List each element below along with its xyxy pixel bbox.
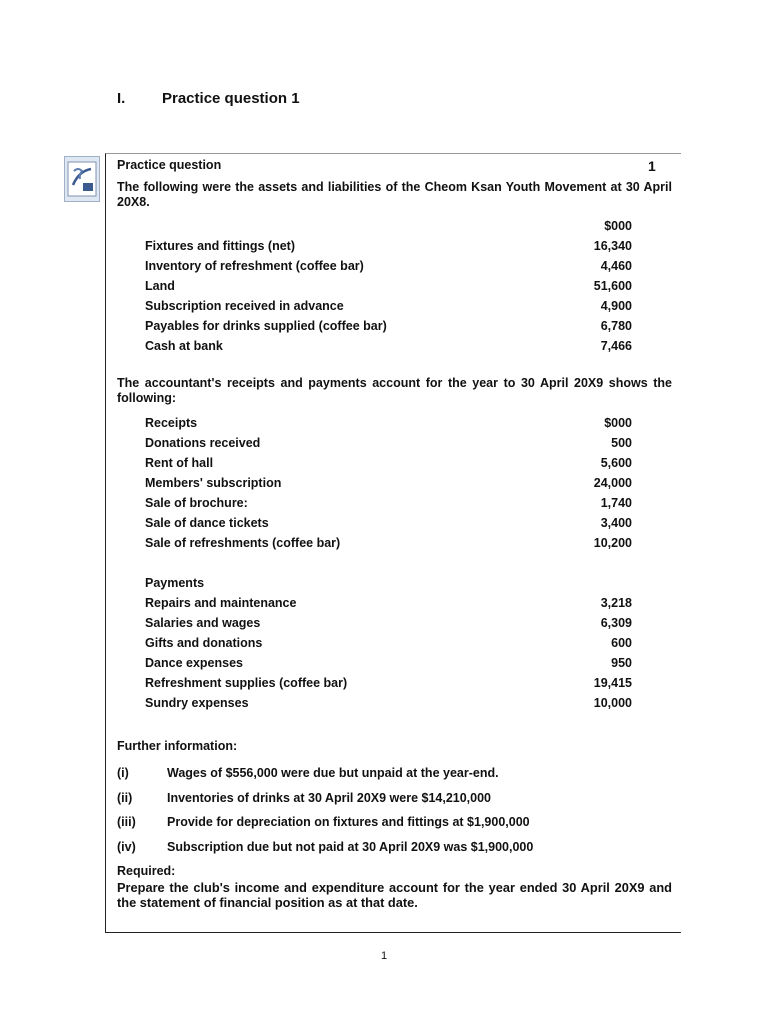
note-number: (iii) xyxy=(117,815,136,829)
list-item-label: Subscription received in advance xyxy=(145,299,344,313)
list-item-value: 1,740 xyxy=(600,496,632,510)
list-item-label: Land xyxy=(145,279,175,293)
list-item-value: 51,600 xyxy=(593,279,632,293)
note-text: Wages of $556,000 were due but unpaid at the year-end. xyxy=(167,766,499,780)
list-item-value: 6,780 xyxy=(600,319,632,333)
page-number: 1 xyxy=(380,950,388,962)
box-number: 1 xyxy=(648,158,656,174)
list-item-label: Sale of refreshments (coffee bar) xyxy=(145,536,341,550)
list-item-value: 10,200 xyxy=(593,536,632,550)
list-item-label: Cash at bank xyxy=(145,339,223,353)
further-info-heading: Further information: xyxy=(117,739,238,753)
list-item-label: Refreshment supplies (coffee bar) xyxy=(145,676,348,690)
list-item-label: Payables for drinks supplied (coffee bar) xyxy=(145,319,387,333)
section-title: Practice question 1 xyxy=(162,90,300,107)
list-item-value: 19,415 xyxy=(593,676,632,690)
box-label: Practice question xyxy=(117,158,222,172)
list-item-label: Sale of brochure: xyxy=(145,496,248,510)
section-number: I. xyxy=(117,90,126,107)
note-number: (i) xyxy=(117,766,129,780)
list-item-value: 10,000 xyxy=(593,696,632,710)
list-item-label: Salaries and wages xyxy=(145,616,261,630)
opening-currency: $000 xyxy=(604,219,632,233)
practice-question-icon xyxy=(64,156,100,202)
note-number: (iv) xyxy=(117,840,136,854)
list-item-value: 7,466 xyxy=(600,339,632,353)
list-item-value: 3,218 xyxy=(600,596,632,610)
required-heading: Required: xyxy=(117,864,176,878)
list-item-value: 5,600 xyxy=(600,456,632,470)
list-item-label: Gifts and donations xyxy=(145,636,263,650)
list-item-label: Donations received xyxy=(145,436,261,450)
list-item-label: Fixtures and fittings (net) xyxy=(145,239,295,253)
note-text: Subscription due but not paid at 30 April 20X9 was $1,900,000 xyxy=(167,840,534,854)
receipts-currency: $000 xyxy=(604,416,632,430)
list-item-value: 4,900 xyxy=(600,299,632,313)
list-item-label: Members' subscription xyxy=(145,476,282,490)
account-intro-text: The accountant's receipts and payments account for the year to 30 April 20X9 shows the following: xyxy=(117,376,672,405)
list-item-label: Sale of dance tickets xyxy=(145,516,269,530)
list-item-value: 6,309 xyxy=(600,616,632,630)
list-item-label: Sundry expenses xyxy=(145,696,249,710)
note-text: Provide for depreciation on fixtures and fittings at $1,900,000 xyxy=(167,815,530,829)
section-heading xyxy=(117,90,300,107)
list-item-label: Inventory of refreshment (coffee bar) xyxy=(145,259,364,273)
list-item-label: Rent of hall xyxy=(145,456,214,470)
list-item-value: 3,400 xyxy=(600,516,632,530)
list-item-value: 24,000 xyxy=(593,476,632,490)
list-item-value: 950 xyxy=(611,656,632,670)
list-item-label: Repairs and maintenance xyxy=(145,596,297,610)
note-number: (ii) xyxy=(117,791,133,805)
required-text: Prepare the club's income and expenditure account for the year ended 30 April 20X9 and the statement of financial position as at that date. xyxy=(117,880,672,910)
payments-heading: Payments xyxy=(145,576,205,590)
list-item-value: 500 xyxy=(611,436,632,450)
list-item-value: 600 xyxy=(611,636,632,650)
intro-text: The following were the assets and liabilities of the Cheom Ksan Youth Movement at 30 April 20X8. xyxy=(117,180,672,209)
note-text: Inventories of drinks at 30 April 20X9 were $14,210,000 xyxy=(167,791,492,805)
receipts-heading: Receipts xyxy=(145,416,198,430)
list-item-value: 4,460 xyxy=(600,259,632,273)
list-item-value: 16,340 xyxy=(593,239,632,253)
list-item-label: Dance expenses xyxy=(145,656,243,670)
